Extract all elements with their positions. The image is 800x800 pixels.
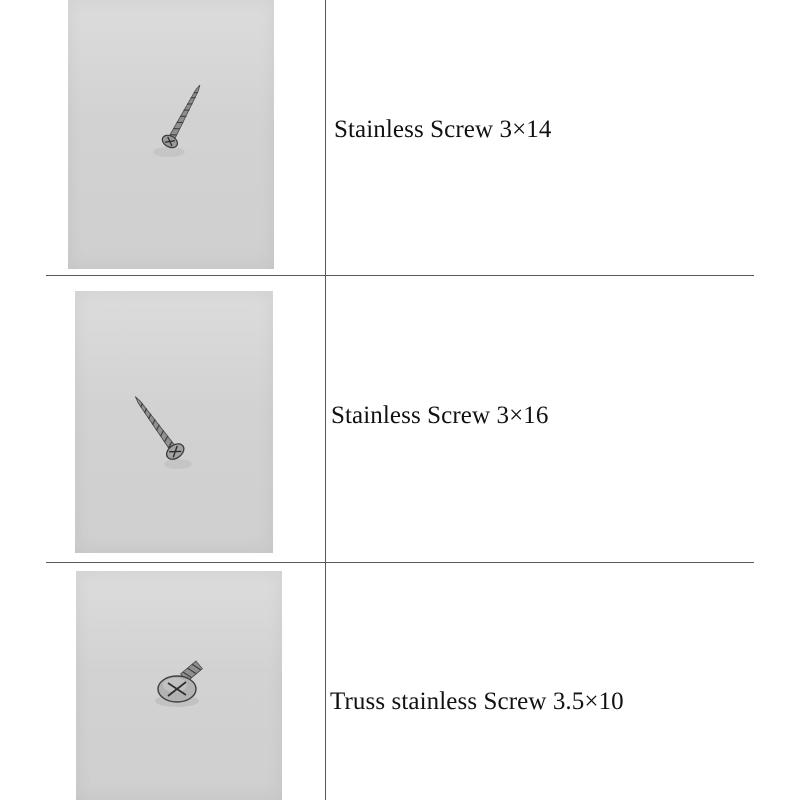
truss-stainless-screw-3-5x10-image bbox=[76, 571, 282, 800]
row-divider bbox=[46, 275, 754, 276]
item-label: Stainless Screw 3×16 bbox=[331, 402, 549, 429]
screw-photo-1 bbox=[68, 0, 274, 269]
screw-photo-2 bbox=[75, 291, 273, 553]
row-divider bbox=[46, 562, 754, 563]
stainless-screw-3x14-image bbox=[68, 0, 274, 269]
item-label: Truss stainless Screw 3.5×10 bbox=[330, 688, 624, 715]
screw-photo-3 bbox=[76, 571, 282, 800]
item-label: Stainless Screw 3×14 bbox=[334, 116, 552, 143]
stainless-screw-3x16-image bbox=[75, 291, 273, 553]
column-divider bbox=[325, 0, 326, 800]
